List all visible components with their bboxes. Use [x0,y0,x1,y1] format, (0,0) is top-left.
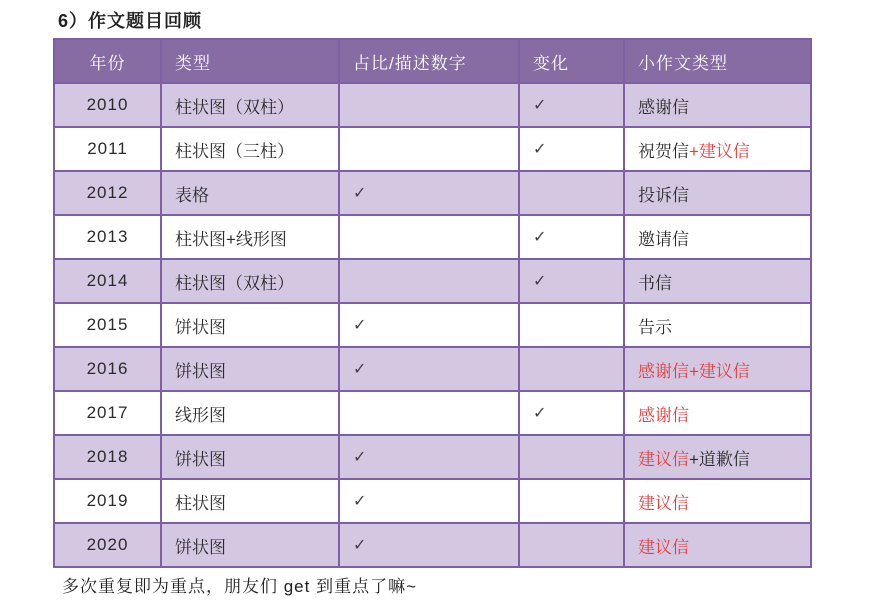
ratio-check-cell [339,435,519,479]
year-cell: 2013 [54,215,161,259]
table-row-2014 [54,259,811,303]
letter-type-cell [624,347,811,391]
change-check-cell [519,259,624,303]
column-header-ratio: 占比/描述数字 [339,39,519,83]
change-check-cell [519,435,624,479]
year-cell: 2016 [54,347,161,391]
change-check-cell [519,391,624,435]
ratio-check-cell [339,479,519,523]
change-check-cell [519,83,624,127]
letter-type-text: 建议信 [638,449,689,469]
type-cell: 线形图 [161,391,339,435]
table-row-2012 [54,171,811,215]
type-cell: 饼状图 [161,347,339,391]
year-cell: 2018 [54,435,161,479]
letter-type-text: +道歉信 [689,449,750,469]
check-icon: ✓ [353,493,367,510]
check-icon: ✓ [533,141,547,158]
letter-type-text: +建议信 [689,141,750,161]
letter-type-text: 书信 [638,273,672,293]
letter-type-cell [624,127,811,171]
letter-type-cell [624,171,811,215]
year-cell: 2012 [54,171,161,215]
letter-type-cell [624,391,811,435]
table-row-2018 [54,435,811,479]
year-cell: 2020 [54,523,161,567]
check-icon: ✓ [533,273,547,290]
type-cell: 柱状图（双柱） [161,259,339,303]
letter-type-text: 建议信 [638,537,689,557]
check-icon: ✓ [353,185,367,202]
table-header-row [54,39,811,83]
footer-note: 多次重复即为重点，朋友们 get 到重点了嘛~ [62,577,418,596]
ratio-check-cell [339,523,519,567]
type-cell: 柱状图（双柱） [161,83,339,127]
letter-type-text: 感谢信 [638,405,689,425]
type-cell: 柱状图+线形图 [161,215,339,259]
letter-type-cell [624,83,811,127]
type-cell: 饼状图 [161,523,339,567]
letter-type-cell [624,215,811,259]
check-icon: ✓ [533,97,547,114]
check-icon: ✓ [533,405,547,422]
type-cell: 柱状图（三柱） [161,127,339,171]
year-cell: 2019 [54,479,161,523]
letter-type-cell [624,523,811,567]
letter-type-text: 感谢信+建议信 [638,361,750,381]
column-header-change: 变化 [519,39,624,83]
check-icon: ✓ [353,317,367,334]
table-row-2010 [54,83,811,127]
year-cell: 2010 [54,83,161,127]
letter-type-text: 告示 [638,317,672,337]
year-cell: 2011 [54,127,161,171]
table-row-2020 [54,523,811,567]
change-check-cell [519,127,624,171]
type-cell: 表格 [161,171,339,215]
letter-type-text: 邀请信 [638,229,689,249]
table-row-2011 [54,127,811,171]
ratio-check-cell [339,303,519,347]
type-cell: 柱状图 [161,479,339,523]
letter-type-cell [624,303,811,347]
letter-type-text: 感谢信 [638,97,689,117]
change-check-cell [519,303,624,347]
essay-review-table [53,38,812,568]
table-body [54,83,811,567]
ratio-check-cell [339,259,519,303]
change-check-cell [519,523,624,567]
page-title: 6）作文题目回顾 [58,11,203,31]
change-check-cell [519,479,624,523]
change-check-cell [519,347,624,391]
type-cell: 饼状图 [161,303,339,347]
letter-type-cell [624,479,811,523]
table-row-2015 [54,303,811,347]
year-cell: 2014 [54,259,161,303]
year-cell: 2015 [54,303,161,347]
letter-type-cell [624,435,811,479]
table-row-2019 [54,479,811,523]
column-header-letter: 小作文类型 [624,39,811,83]
ratio-check-cell [339,171,519,215]
letter-type-text: 投诉信 [638,185,689,205]
letter-type-cell [624,259,811,303]
year-cell: 2017 [54,391,161,435]
check-icon: ✓ [353,449,367,466]
ratio-check-cell [339,83,519,127]
ratio-check-cell [339,391,519,435]
table-row-2013 [54,215,811,259]
column-header-year: 年份 [54,39,161,83]
ratio-check-cell [339,347,519,391]
change-check-cell [519,171,624,215]
letter-type-text: 建议信 [638,493,689,513]
ratio-check-cell [339,127,519,171]
table-row-2016 [54,347,811,391]
change-check-cell [519,215,624,259]
column-header-type: 类型 [161,39,339,83]
type-cell: 饼状图 [161,435,339,479]
check-icon: ✓ [353,537,367,554]
ratio-check-cell [339,215,519,259]
letter-type-text: 祝贺信 [638,141,689,161]
check-icon: ✓ [533,229,547,246]
table-row-2017 [54,391,811,435]
check-icon: ✓ [353,361,367,378]
